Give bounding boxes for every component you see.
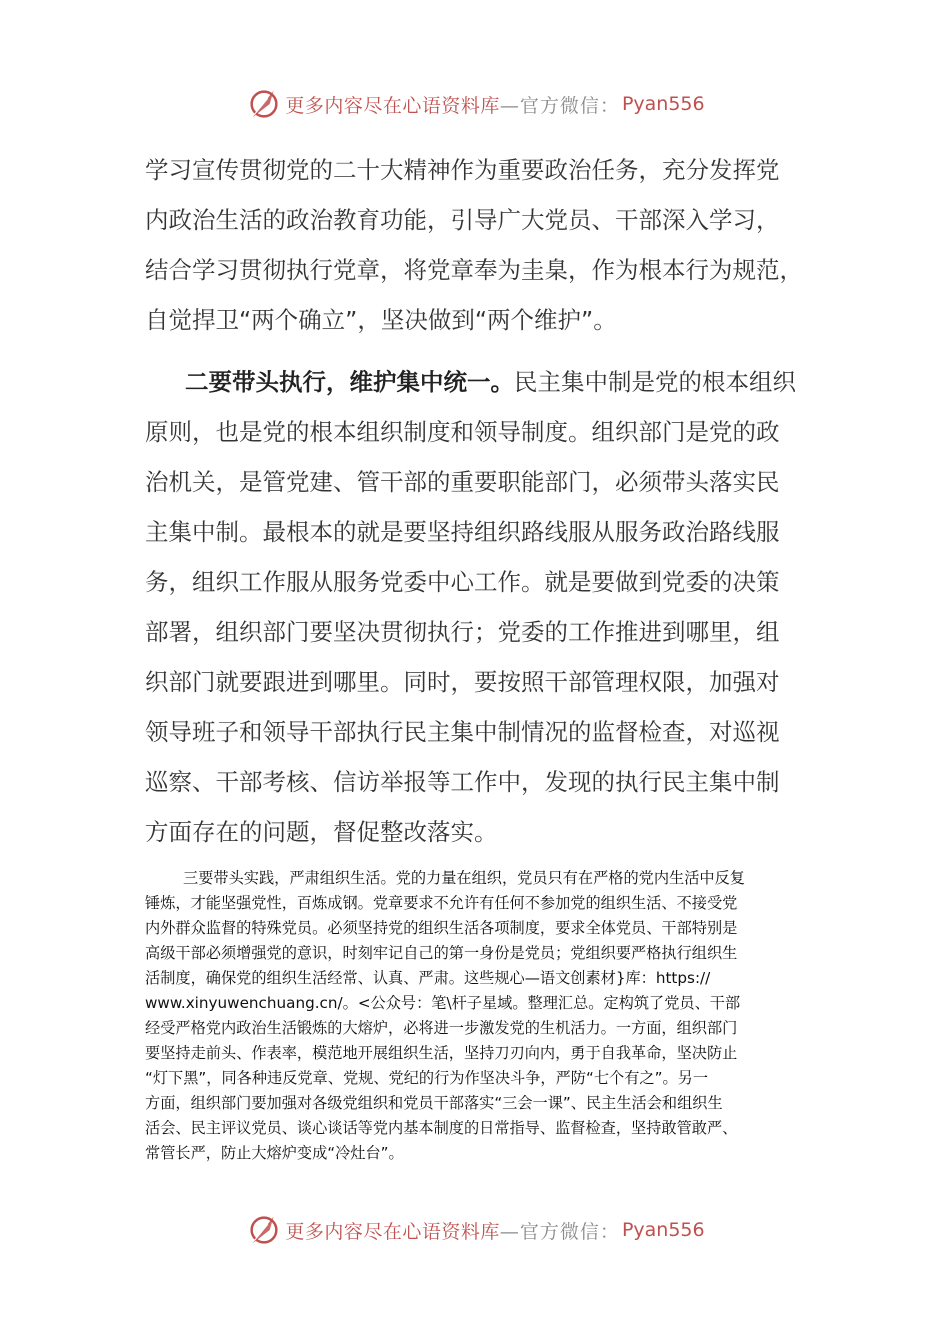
paragraph-line: 领导班子和领导干部执行民主集中制情况的监督检查，对巡视 bbox=[145, 718, 780, 746]
paragraph-line: 织部门就要跟进到哪里。同时，要按照干部管理权限，加强对 bbox=[145, 668, 780, 696]
paragraph-line-rest: 民主集中制是党的根本组织 bbox=[514, 368, 796, 396]
paragraph-line: 锤炼，才能坚强党性，百炼成钢。党章要求不允许有任何不参加党的组织生活、不接受党 bbox=[145, 894, 738, 912]
quill-logo-icon bbox=[245, 1211, 283, 1249]
paragraph-line: 经受严格党内政治生活锻炼的大熔炉，必将进一步激发党的生机活力。一方面，组织部门 bbox=[145, 1019, 738, 1037]
paragraph-line: 原则，也是党的根本组织制度和领导制度。组织部门是党的政 bbox=[145, 418, 780, 446]
quill-logo-icon bbox=[245, 85, 283, 123]
paragraph-line: 要坚持走前头、作表率，模范地开展组织生活，坚持刀刃向内，勇于自我革命，坚决防止 bbox=[145, 1044, 738, 1062]
banner-brand-text: 更多内容尽在心语资料库 bbox=[285, 1220, 500, 1243]
header-banner bbox=[0, 82, 950, 126]
paragraph-line: 方面，组织部门要加强对各级党组织和党员干部落实“三会一课”、民主生活会和组织生 bbox=[145, 1094, 723, 1112]
paragraph-line: 内外群众监督的特殊党员。必须坚持党的组织生活各项制度，要求全体党员、干部特别是 bbox=[145, 919, 738, 937]
paragraph-line: 学习宣传贯彻党的二十大精神作为重要政治任务，充分发挥党 bbox=[145, 156, 780, 184]
paragraph-line: 高级干部必须增强党的意识，时刻牢记自己的第一身份是党员；党组织要严格执行组织生 bbox=[145, 944, 738, 962]
paragraph-line: 常管长严，防止大熔炉变成“冷灶台”。 bbox=[145, 1144, 404, 1162]
paragraph-line: 活制度，确保党的组织生活经常、认真、严肃。这些规心—语文创素材}库：https:// bbox=[145, 969, 711, 987]
paragraph-line: 方面存在的问题，督促整改落实。 bbox=[145, 818, 498, 846]
paragraph-line: 务，组织工作服从服务党委中心工作。就是要做到党委的决策 bbox=[145, 568, 780, 596]
paragraph-line: 活会、民主评议党员、谈心谈话等党内基本制度的日常指导、监督检查，坚持敢管敢严、 bbox=[145, 1119, 738, 1137]
paragraph-line: 主集中制。最根本的就是要坚持组织路线服从服务政治路线服 bbox=[145, 518, 780, 546]
paragraph-line: 巡察、干部考核、信访举报等工作中，发现的执行民主集中制 bbox=[145, 768, 780, 796]
banner-brand-text: 更多内容尽在心语资料库 bbox=[285, 94, 500, 117]
paragraph-1 bbox=[145, 145, 810, 345]
paragraph-line: 治机关，是管党建、管干部的重要职能部门，必须带头落实民 bbox=[145, 468, 780, 496]
paragraph-line: www.xinyuwenchuang.cn/。<公众号：笔\杆子星域。整理汇总。定构筑了党员、干部 bbox=[145, 994, 741, 1012]
paragraph-line: 结合学习贯彻执行党章，将党章奉为圭臬，作为根本行为规范， bbox=[145, 256, 803, 284]
section-heading: 二要带头执行，维护集中统一。 bbox=[185, 368, 514, 396]
footer-banner bbox=[0, 1208, 950, 1252]
banner-contact-text: —官方微信： bbox=[499, 94, 620, 117]
paragraph-2 bbox=[145, 357, 810, 857]
paragraph-line: 三要带头实践，严肃组织生活。党的力量在组织，党员只有在严格的党内生活中反复 bbox=[183, 869, 745, 887]
paragraph-line: 内政治生活的政治教育功能，引导广大党员、干部深入学习， bbox=[145, 206, 780, 234]
banner-wechat-id: Pyan556 bbox=[621, 1219, 705, 1241]
paragraph-first-line bbox=[145, 357, 810, 407]
paragraph-line: 部署，组织部门要坚决贯彻执行；党委的工作推进到哪里，组 bbox=[145, 618, 780, 646]
banner-wechat-id: Pyan556 bbox=[621, 93, 705, 115]
paragraph-3 bbox=[145, 866, 810, 1166]
paragraph-line: “灯下黑”，同各种违反党章、党规、党纪的行为作坚决斗争，严防“七个有之”。另一 bbox=[145, 1069, 709, 1087]
banner-contact-text: —官方微信： bbox=[499, 1220, 620, 1243]
paragraph-line: 自觉捍卫“两个确立”，坚决做到“两个维护”。 bbox=[145, 306, 617, 334]
